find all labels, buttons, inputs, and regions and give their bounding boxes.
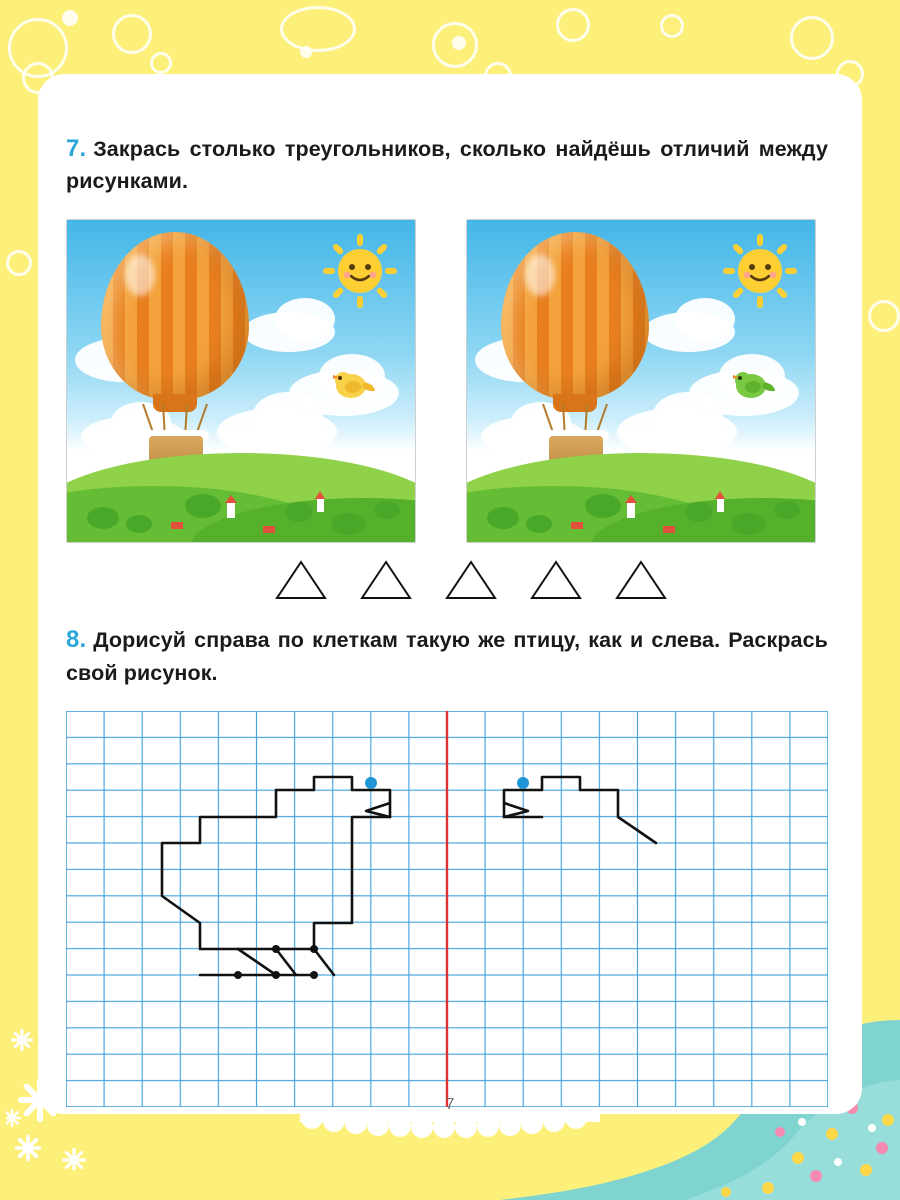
balloon-envelope: [101, 232, 249, 400]
balloon-envelope: [501, 232, 649, 400]
hot-air-balloon: [495, 232, 655, 482]
sun-icon: [723, 234, 797, 308]
worksheet-content: [66, 110, 828, 1107]
triangle-2[interactable]: [359, 559, 413, 601]
spot-the-difference-images: [66, 219, 828, 543]
task-8-text: [66, 623, 828, 689]
balloon-picture-right: [466, 219, 816, 543]
page-number: 7: [445, 1096, 455, 1113]
village-silhouette-left: [67, 462, 415, 542]
task-8-body: Дорисуй справа по клеткам такую же птицу, как и слева. Раскрась свой рисунок.: [66, 628, 828, 686]
task-7-number: 7.: [66, 134, 87, 162]
triangle-4[interactable]: [529, 559, 583, 601]
task-8-number: 8.: [66, 626, 87, 654]
bird-eye-right: [517, 777, 529, 789]
grid-drawing-exercise[interactable]: [66, 711, 828, 1107]
sun-icon: [323, 234, 397, 308]
triangles-to-color[interactable]: [274, 559, 828, 601]
triangle-1[interactable]: [274, 559, 328, 601]
grid-canvas[interactable]: [66, 711, 828, 1107]
task-7-text: [66, 132, 828, 198]
bird-icon-yellow: [331, 368, 377, 402]
task-7-body: Закрась столько треугольников, сколько найдёшь отличий между рисунками.: [66, 136, 828, 194]
balloon-picture-left: [66, 219, 416, 543]
triangle-5[interactable]: [614, 559, 668, 601]
bird-icon-green: [731, 368, 777, 402]
triangle-3[interactable]: [444, 559, 498, 601]
scallop-divider: [300, 1112, 600, 1140]
bird-eye-left: [365, 777, 377, 789]
hot-air-balloon: [95, 232, 255, 482]
village-silhouette-right: [467, 462, 815, 542]
